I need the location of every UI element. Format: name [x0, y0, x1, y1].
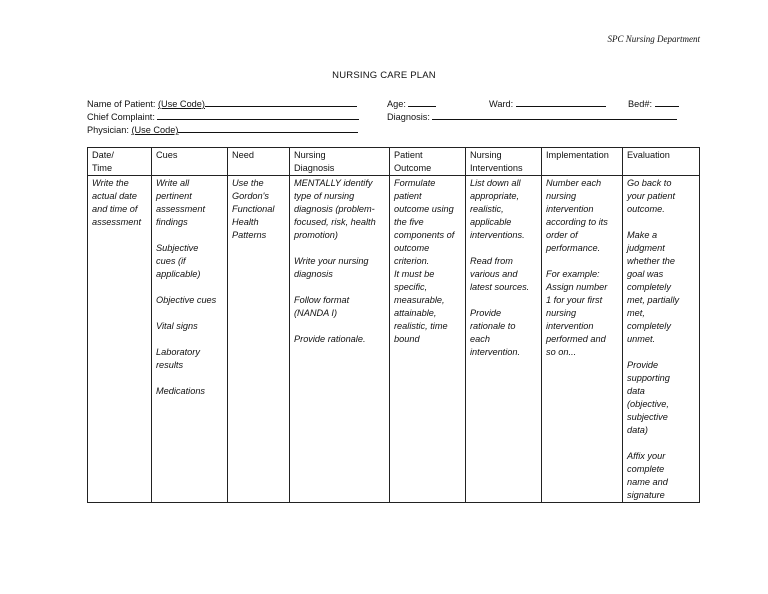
- cell-text-line: [546, 255, 619, 268]
- chief-complaint-field[interactable]: [157, 110, 359, 120]
- column-header: [152, 148, 228, 176]
- column-header-line: Outcome: [394, 163, 432, 173]
- physician-row: [87, 123, 358, 135]
- table-cell[interactable]: [390, 176, 466, 503]
- cell-text-line: subjective: [627, 412, 668, 422]
- cell-text-line: so on...: [546, 347, 577, 357]
- cell-text-line: Make a: [627, 230, 658, 240]
- patient-name-value: (Use Code): [157, 99, 205, 109]
- cell-text-line: criterion.: [394, 256, 430, 266]
- table-cell[interactable]: [88, 176, 152, 503]
- column-header: [88, 148, 152, 176]
- cell-text-line: latest sources.: [470, 282, 530, 292]
- cell-text-line: Go back to: [627, 178, 672, 188]
- cell-text-line: [156, 307, 224, 320]
- cell-text-line: each: [470, 334, 490, 344]
- bed-row: [628, 97, 679, 109]
- cell-text-line: [156, 333, 224, 346]
- column-header-line: Nursing: [470, 150, 502, 160]
- cell-text-line: completely: [627, 282, 671, 292]
- cell-text-line: [294, 242, 386, 255]
- bed-field[interactable]: [655, 97, 679, 107]
- table-cell[interactable]: [228, 176, 290, 503]
- cell-text-line: 1 for your first: [546, 295, 603, 305]
- cell-text-line: [156, 372, 224, 385]
- cell-text-line: performed and: [546, 334, 606, 344]
- cell-text-line: [627, 346, 696, 359]
- physician-label: Physician:: [87, 125, 132, 135]
- cell-text-line: your patient: [627, 191, 676, 201]
- cell-text-line: appropriate,: [470, 191, 520, 201]
- cell-text-line: whether the: [627, 256, 676, 266]
- cell-text-line: Provide: [470, 308, 502, 318]
- cell-text-line: promotion): [294, 230, 338, 240]
- cell-text-line: various and: [470, 269, 518, 279]
- cell-text-line: rationale to: [470, 321, 516, 331]
- cell-text-line: (objective,: [627, 399, 669, 409]
- cell-text-line: Number each: [546, 178, 602, 188]
- column-header: [542, 148, 623, 176]
- cell-text-line: patient: [394, 191, 422, 201]
- column-header: [228, 148, 290, 176]
- age-row: [387, 97, 436, 109]
- cell-text-line: outcome: [394, 243, 430, 253]
- cell-text-line: outcome using: [394, 204, 454, 214]
- ward-label: Ward:: [489, 99, 514, 109]
- bed-label: Bed#:: [628, 99, 653, 109]
- cell-text-line: name and: [627, 477, 668, 487]
- cell-text-line: assessment: [92, 217, 142, 227]
- column-header-line: Cues: [156, 150, 178, 160]
- cell-text-line: results: [156, 360, 184, 370]
- cell-text-line: List down all: [470, 178, 521, 188]
- column-header-line: Date/: [92, 150, 114, 160]
- cell-text-line: attainable,: [394, 308, 437, 318]
- patient-name-row: [87, 97, 357, 109]
- ward-field[interactable]: [516, 97, 606, 107]
- patient-name-field[interactable]: [205, 97, 357, 107]
- cell-text-line: It must be: [394, 269, 435, 279]
- column-header: [623, 148, 700, 176]
- cell-text-line: according to its: [546, 217, 608, 227]
- physician-value: (Use Code): [131, 125, 179, 135]
- column-header-line: Implementation: [546, 150, 609, 160]
- cell-text-line: findings: [156, 217, 188, 227]
- table-cell[interactable]: [290, 176, 390, 503]
- cell-text-line: [156, 229, 224, 242]
- cell-text-line: applicable): [156, 269, 201, 279]
- cell-text-line: specific,: [394, 282, 428, 292]
- cell-text-line: met,: [627, 308, 645, 318]
- cell-text-line: pertinent: [156, 191, 192, 201]
- page-title: NURSING CARE PLAN: [332, 70, 436, 81]
- diagnosis-row: [387, 110, 677, 122]
- cell-text-line: Write all: [156, 178, 190, 188]
- cell-text-line: diagnosis: [294, 269, 333, 279]
- cell-text-line: nursing: [546, 308, 577, 318]
- cell-text-line: [294, 320, 386, 333]
- cell-text-line: Functional: [232, 204, 275, 214]
- column-header: [290, 148, 390, 176]
- department-header: SPC Nursing Department: [607, 34, 700, 44]
- column-header-line: Need: [232, 150, 254, 160]
- cell-text-line: unmet.: [627, 334, 656, 344]
- cell-text-line: Provide rationale.: [294, 334, 366, 344]
- cell-text-line: assessment: [156, 204, 206, 214]
- cell-text-line: diagnosis (problem-: [294, 204, 375, 214]
- cell-text-line: Patterns: [232, 230, 267, 240]
- cell-text-line: intervention: [546, 321, 594, 331]
- cell-text-line: applicable: [470, 217, 512, 227]
- cell-text-line: [627, 437, 696, 450]
- physician-field[interactable]: [178, 123, 358, 133]
- patient-name-label: Name of Patient:: [87, 99, 158, 109]
- cell-text-line: intervention: [546, 204, 594, 214]
- cell-text-line: judgment: [627, 243, 665, 253]
- cell-text-line: Subjective: [156, 243, 199, 253]
- cell-text-line: intervention.: [470, 347, 521, 357]
- diagnosis-label: Diagnosis:: [387, 112, 430, 122]
- cell-text-line: [627, 216, 696, 229]
- column-header: [466, 148, 542, 176]
- care-plan-table: [87, 147, 700, 503]
- cell-text-line: the five: [394, 217, 424, 227]
- column-header: [390, 148, 466, 176]
- cell-text-line: Affix your: [627, 451, 666, 461]
- cell-text-line: Vital signs: [156, 321, 198, 331]
- cell-text-line: components of: [394, 230, 455, 240]
- cell-text-line: nursing: [546, 191, 577, 201]
- cell-text-line: measurable,: [394, 295, 445, 305]
- cell-text-line: Follow format: [294, 295, 350, 305]
- column-header-line: Nursing: [294, 150, 326, 160]
- chief-complaint-row: [87, 110, 359, 122]
- cell-text-line: type of nursing: [294, 191, 355, 201]
- chief-complaint-label: Chief Complaint:: [87, 112, 155, 122]
- cell-text-line: [156, 281, 224, 294]
- cell-text-line: goal was: [627, 269, 664, 279]
- cell-text-line: Health: [232, 217, 259, 227]
- cell-text-line: realistic,: [470, 204, 504, 214]
- cell-text-line: Formulate: [394, 178, 436, 188]
- table-row: [88, 176, 700, 503]
- column-header-line: Time: [92, 163, 113, 173]
- table-cell[interactable]: [466, 176, 542, 503]
- cell-text-line: supporting: [627, 373, 670, 383]
- age-label: Age:: [387, 99, 406, 109]
- cell-text-line: realistic, time: [394, 321, 448, 331]
- cell-text-line: focused, risk, health: [294, 217, 376, 227]
- ward-row: [489, 97, 606, 109]
- table-header-row: [88, 148, 700, 176]
- table-cell[interactable]: [623, 176, 700, 503]
- column-header-line: Interventions: [470, 163, 523, 173]
- cell-text-line: outcome.: [627, 204, 665, 214]
- column-header-line: Diagnosis: [294, 163, 335, 173]
- cell-text-line: Assign number: [546, 282, 608, 292]
- diagnosis-field[interactable]: [432, 110, 677, 120]
- cell-text-line: Objective cues: [156, 295, 217, 305]
- cell-text-line: signature: [627, 490, 665, 500]
- cell-text-line: (NANDA I): [294, 308, 338, 318]
- cell-text-line: Laboratory: [156, 347, 200, 357]
- cell-text-line: data: [627, 386, 645, 396]
- cell-text-line: Write your nursing: [294, 256, 369, 266]
- column-header-line: Patient: [394, 150, 423, 160]
- cell-text-line: order of: [546, 230, 578, 240]
- cell-text-line: data): [627, 425, 648, 435]
- cell-text-line: For example:: [546, 269, 600, 279]
- cell-text-line: [294, 281, 386, 294]
- cell-text-line: Read from: [470, 256, 513, 266]
- cell-text-line: and time of: [92, 204, 138, 214]
- cell-text-line: interventions.: [470, 230, 525, 240]
- cell-text-line: MENTALLY identify: [294, 178, 373, 188]
- cell-text-line: completely: [627, 321, 671, 331]
- cell-text-line: actual date: [92, 191, 137, 201]
- cell-text-line: Write the: [92, 178, 129, 188]
- cell-text-line: [470, 242, 538, 255]
- cell-text-line: cues (if: [156, 256, 186, 266]
- cell-text-line: bound: [394, 334, 420, 344]
- cell-text-line: Gordon's: [232, 191, 269, 201]
- cell-text-line: Provide: [627, 360, 659, 370]
- cell-text-line: met, partially: [627, 295, 680, 305]
- cell-text-line: performance.: [546, 243, 601, 253]
- table-cell[interactable]: [542, 176, 623, 503]
- column-header-line: Evaluation: [627, 150, 670, 160]
- cell-text-line: complete: [627, 464, 665, 474]
- table-cell[interactable]: [152, 176, 228, 503]
- cell-text-line: Use the: [232, 178, 264, 188]
- cell-text-line: [470, 294, 538, 307]
- cell-text-line: Medications: [156, 386, 206, 396]
- age-field[interactable]: [408, 97, 436, 107]
